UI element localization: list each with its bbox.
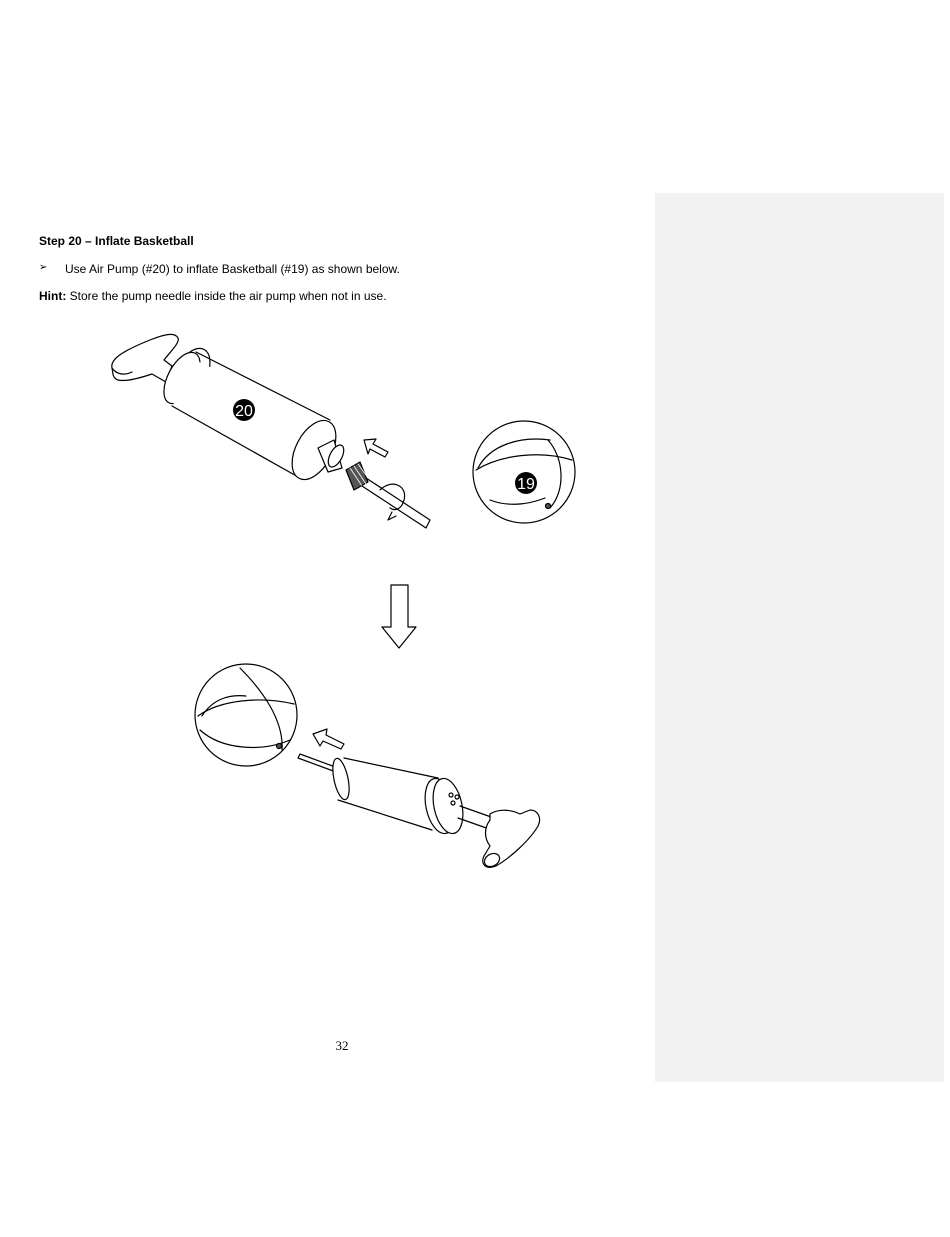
pump-callout-number: 20 bbox=[235, 403, 253, 420]
instruction-text: Use Air Pump (#20) to inflate Basketball (#19) as shown below. bbox=[65, 262, 400, 276]
down-arrow-icon bbox=[382, 585, 416, 648]
air-pump-assembled bbox=[298, 754, 540, 869]
basketball-top bbox=[473, 421, 575, 523]
insert-arrow-icon bbox=[364, 439, 388, 457]
hint-text: Store the pump needle inside the air pump when not in use. bbox=[66, 289, 387, 303]
step-heading: Step 20 – Inflate Basketball bbox=[39, 234, 194, 248]
bullet-arrow-icon: ➢ bbox=[39, 262, 48, 273]
inflate-arrow-icon bbox=[313, 729, 344, 749]
basketball-bottom bbox=[195, 664, 297, 766]
pump-needle bbox=[346, 462, 430, 528]
page-number: 32 bbox=[335, 1038, 349, 1053]
hint-label: Hint: bbox=[39, 289, 67, 303]
air-pump-disassembled bbox=[112, 334, 347, 486]
ball-callout-number: 19 bbox=[517, 476, 535, 493]
